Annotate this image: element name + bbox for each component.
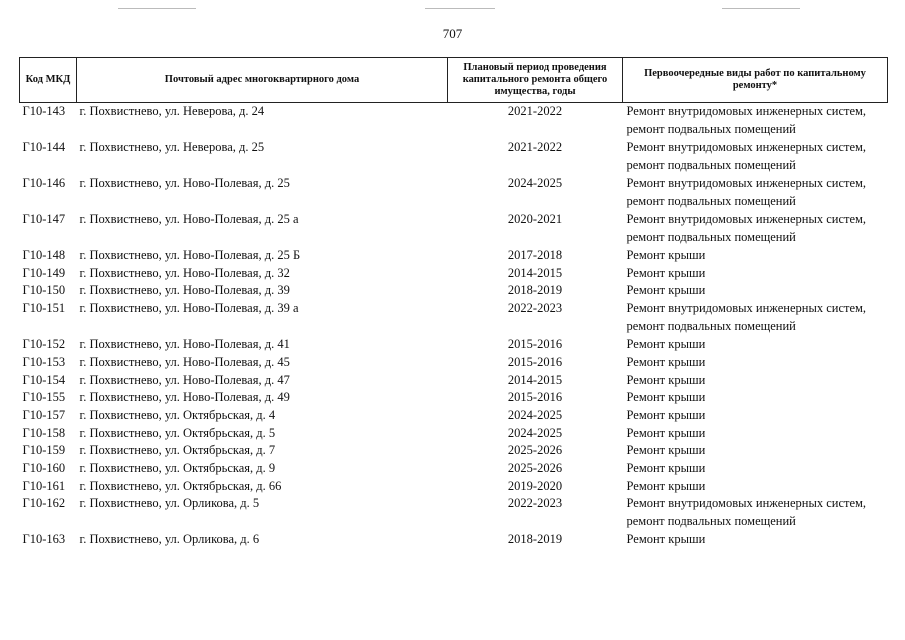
table-row	[20, 175, 888, 211]
row-period: 2015-2016	[507, 354, 563, 369]
row-code: Г10-157	[22, 407, 66, 422]
row-code: Г10-152	[22, 337, 66, 352]
table-row	[20, 300, 888, 336]
row-address: г. Похвистнево, ул. Октябрьская, д. 4	[79, 407, 276, 422]
row-address: г. Похвистнево, ул. Ново-Полевая, д. 49	[79, 390, 290, 405]
row-code: Г10-161	[22, 478, 66, 493]
row-works	[623, 407, 888, 425]
header-address: Почтовый адрес многоквартирного дома	[77, 58, 448, 103]
row-address: г. Похвистнево, ул. Ново-Полевая, д. 32	[79, 265, 290, 280]
row-works-line: Ремонт внутридомовых инженерных систем,	[626, 176, 867, 190]
row-code: Г10-162	[22, 496, 66, 511]
row-works-line: Ремонт внутридомовых инженерных систем,	[626, 104, 867, 118]
row-period: 2015-2016	[507, 337, 563, 352]
row-works	[623, 425, 888, 443]
table-row	[20, 354, 888, 372]
row-period: 2019-2020	[507, 478, 563, 493]
row-address: г. Похвистнево, ул. Ново-Полевая, д. 25 Б	[79, 248, 301, 262]
row-code: Г10-160	[22, 461, 66, 476]
row-works	[623, 211, 888, 247]
row-period: 2017-2018	[507, 248, 563, 262]
row-works-line: Ремонт крыши	[626, 354, 706, 369]
row-code: Г10-151	[22, 301, 66, 316]
row-period: 2024-2025	[507, 407, 563, 422]
table-row	[20, 460, 888, 478]
row-works	[623, 265, 888, 283]
row-code: Г10-158	[22, 425, 66, 440]
row-period: 2024-2025	[507, 176, 563, 190]
row-code: Г10-146	[22, 176, 66, 190]
row-works	[623, 139, 888, 175]
row-works	[623, 531, 888, 549]
row-period: 2022-2023	[507, 301, 563, 316]
row-period: 2025-2026	[507, 461, 563, 476]
table-row	[20, 442, 888, 460]
table-body	[20, 103, 888, 550]
row-works-line: Ремонт крыши	[626, 390, 706, 405]
row-address: г. Похвистнево, ул. Ново-Полевая, д. 39 а	[79, 301, 299, 316]
row-code: Г10-143	[22, 104, 66, 118]
row-works-line: Ремонт крыши	[626, 283, 706, 298]
row-code: Г10-149	[22, 265, 66, 280]
row-works-line: ремонт подвальных помещений	[626, 514, 796, 529]
row-works-line: Ремонт крыши	[626, 478, 706, 493]
row-works	[623, 442, 888, 460]
table-row	[20, 389, 888, 407]
row-address: г. Похвистнево, ул. Неверова, д. 25	[79, 140, 265, 154]
row-works-line: ремонт подвальных помещений	[626, 229, 796, 244]
table-row	[20, 407, 888, 425]
table-row	[20, 336, 888, 354]
row-works	[623, 336, 888, 354]
row-code: Г10-153	[22, 354, 66, 369]
header-works: Первоочередные виды работ по капитальному ремонту*	[623, 58, 888, 103]
row-period: 2022-2023	[507, 496, 563, 511]
row-works-line: Ремонт крыши	[626, 532, 706, 547]
row-works	[623, 372, 888, 390]
row-address: г. Похвистнево, ул. Ново-Полевая, д. 39	[79, 283, 290, 298]
table-row	[20, 247, 888, 265]
row-works-line: Ремонт крыши	[626, 248, 706, 262]
row-works-line: Ремонт внутридомовых инженерных систем,	[626, 140, 867, 154]
row-code: Г10-155	[22, 390, 66, 405]
row-period: 2014-2015	[507, 372, 563, 387]
row-period: 2021-2022	[507, 140, 563, 154]
header-code: Код МКД	[20, 58, 77, 103]
row-period: 2024-2025	[507, 425, 563, 440]
row-code: Г10-144	[22, 140, 66, 154]
row-works-line: Ремонт крыши	[626, 425, 706, 440]
row-period: 2025-2026	[507, 443, 563, 458]
row-code: Г10-154	[22, 372, 66, 387]
row-code: Г10-147	[22, 212, 66, 226]
row-address: г. Похвистнево, ул. Октябрьская, д. 7	[79, 443, 276, 458]
row-address: г. Похвистнево, ул. Орликова, д. 6	[79, 532, 260, 547]
scan-header-marks	[0, 8, 905, 12]
row-address: г. Похвистнево, ул. Ново-Полевая, д. 47	[79, 372, 290, 387]
row-address: г. Похвистнево, ул. Ново-Полевая, д. 25	[79, 176, 290, 190]
table-row	[20, 139, 888, 175]
row-works-line: ремонт подвальных помещений	[626, 318, 796, 333]
row-period: 2018-2019	[507, 532, 563, 547]
row-address: г. Похвистнево, ул. Неверова, д. 24	[79, 104, 265, 118]
row-period: 2014-2015	[507, 265, 563, 280]
row-address: г. Похвистнево, ул. Орликова, д. 5	[79, 496, 260, 511]
row-works-line: Ремонт крыши	[626, 372, 706, 387]
table-row	[20, 495, 888, 531]
row-address: г. Похвистнево, ул. Октябрьская, д. 66	[79, 478, 282, 493]
row-address: г. Похвистнево, ул. Ново-Полевая, д. 25 а	[79, 212, 299, 226]
row-period: 2015-2016	[507, 390, 563, 405]
row-works-line: Ремонт внутридомовых инженерных систем,	[626, 301, 867, 316]
row-code: Г10-159	[22, 443, 66, 458]
row-works	[623, 247, 888, 265]
row-works-line: Ремонт крыши	[626, 265, 706, 280]
table-row	[20, 211, 888, 247]
row-address: г. Похвистнево, ул. Октябрьская, д. 9	[79, 461, 276, 476]
table-header-row	[20, 58, 888, 103]
row-period: 2020-2021	[507, 212, 563, 226]
row-works	[623, 389, 888, 407]
row-address: г. Похвистнево, ул. Октябрьская, д. 5	[79, 425, 276, 440]
row-works-line: Ремонт крыши	[626, 407, 706, 422]
row-works-line: Ремонт внутридомовых инженерных систем,	[626, 212, 867, 226]
table-row	[20, 282, 888, 300]
capital-repair-table	[19, 57, 888, 549]
row-period: 2021-2022	[507, 104, 563, 118]
row-works-line: ремонт подвальных помещений	[626, 193, 796, 208]
row-works	[623, 460, 888, 478]
row-code: Г10-148	[22, 248, 66, 262]
row-code: Г10-150	[22, 283, 66, 298]
header-period: Плановый период проведения капитального ремонта общего имущества, годы	[448, 58, 623, 103]
table-row	[20, 265, 888, 283]
row-works	[623, 478, 888, 496]
row-works-line: Ремонт крыши	[626, 461, 706, 476]
row-works	[623, 103, 888, 140]
table-row	[20, 425, 888, 443]
table-row	[20, 531, 888, 549]
page-number: 707	[442, 26, 463, 41]
row-works-line: Ремонт крыши	[626, 337, 706, 352]
row-works	[623, 300, 888, 336]
table-row	[20, 372, 888, 390]
row-code: Г10-163	[22, 532, 66, 547]
row-address: г. Похвистнево, ул. Ново-Полевая, д. 41	[79, 337, 290, 352]
row-works	[623, 175, 888, 211]
row-address: г. Похвистнево, ул. Ново-Полевая, д. 45	[79, 354, 290, 369]
table-row	[20, 478, 888, 496]
row-works	[623, 495, 888, 531]
row-works	[623, 354, 888, 372]
row-period: 2018-2019	[507, 283, 563, 298]
row-works-line: ремонт подвальных помещений	[626, 157, 796, 172]
table-row	[20, 103, 888, 140]
row-works	[623, 282, 888, 300]
row-works-line: Ремонт внутридомовых инженерных систем,	[626, 496, 867, 511]
row-works-line: Ремонт крыши	[626, 443, 706, 458]
row-works-line: ремонт подвальных помещений	[626, 121, 796, 136]
